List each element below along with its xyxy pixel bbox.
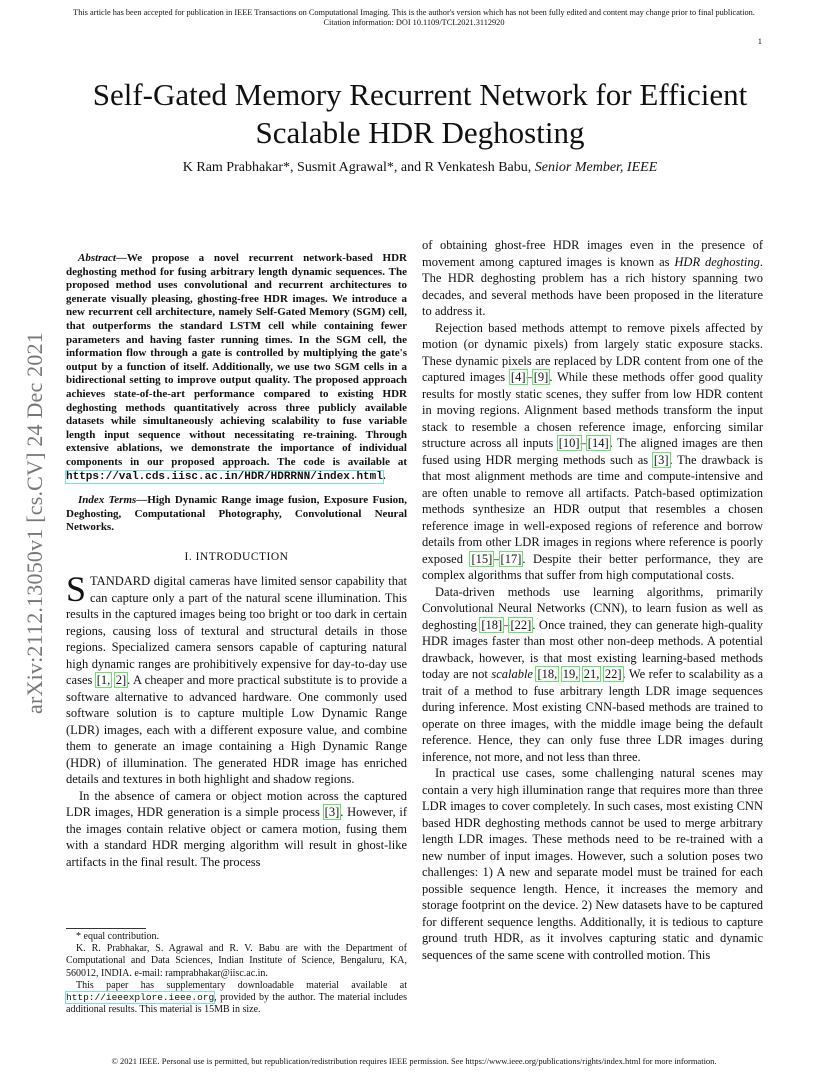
abstract-lead: Abstract bbox=[78, 252, 116, 264]
right-paragraph-4: In practical use cases, some challenging natural scenes may contain a very high illumination range that requires more than three LDR images to cover completely. In such cases, most existing CNN based HDR deghosting methods cannot be used to merge arbitrary length LDR images. These methods need to be re-trained with a new number of input images. However, such a solution poses two challenges: 1) A new and separate model must be trained for each possible sequence length. Hence, it increases the memory and storage footprint on the device. 2) New datasets have to be captured for different sequence lengths. Additionally, it is tedious to capture ground truth HDR, as it involves capturing static and dynamic sequences of the same scene with controlled motion. This bbox=[422, 766, 763, 962]
supplementary-link[interactable]: http://ieeexplore.ieee.org bbox=[66, 992, 215, 1004]
citation-link[interactable]: [17] bbox=[500, 551, 522, 566]
footnote-supp-text-b: , provided by the author. The material includes additional results. This material is 15MB in size. bbox=[66, 992, 407, 1016]
intro-p2-text-b: . However, if the images contain relative object or camera motion, fusing them with a standard HDR merging algorithm will result in ghost-like artifacts in the final result. The process bbox=[66, 805, 407, 869]
drop-cap: S bbox=[66, 569, 87, 610]
right-p2-text-e: . Despite their better performance, they are complex algorithms that suffer from high computational costs. bbox=[422, 551, 763, 582]
paper-title bbox=[40, 76, 800, 152]
section-heading-introduction: I. INTRODUCTION bbox=[184, 550, 289, 563]
citation-range-dash: – bbox=[493, 551, 500, 566]
abstract bbox=[66, 252, 407, 484]
footnotes bbox=[66, 928, 407, 1016]
citation-link[interactable]: [1, bbox=[96, 673, 111, 688]
author-names: K Ram Prabhakar*, Susmit Agrawal*, and R Venkatesh Babu, bbox=[182, 160, 532, 175]
page-number: 1 bbox=[757, 36, 762, 46]
arxiv-stamp-text: arXiv:2112.13050v1 [cs.CV] 24 Dec 2021 bbox=[22, 331, 47, 714]
citation-link[interactable]: 22] bbox=[604, 667, 622, 681]
index-terms bbox=[66, 494, 407, 535]
copyright-footer: © 2021 IEEE. Personal use is permitted, but republication/redistribution requires IEEE permission. See https://www.ieee.org/publications/rights/index.html for more information. bbox=[111, 1056, 717, 1066]
right-p2-text-a: Rejection based methods attempt to remove pixels affected by motion (or dynamic pixels) from largely static exposure stacks. These dynamic pixels are replaced by LDR content from one of the captured images bbox=[422, 320, 763, 384]
left-column bbox=[66, 252, 407, 870]
citation-range-dash: – bbox=[526, 370, 533, 384]
right-paragraph-1 bbox=[422, 237, 763, 320]
citation-range-dash: – bbox=[580, 436, 587, 450]
citation-link[interactable]: [22] bbox=[510, 617, 532, 632]
author-membership: Senior Member, IEEE bbox=[534, 160, 658, 175]
citation-link[interactable]: [3] bbox=[653, 452, 669, 467]
author-list bbox=[40, 159, 800, 177]
right-p3-text-c: . We refer to scalability as a trait of a method to fuse arbitrary length LDR image sequences during inference. Most existing CNN-based methods are trained to operate on three images, with the middle image being the default reference. Hence, they can only fuse three LDR images during inference, not more, and not less than three. bbox=[422, 667, 764, 764]
citation-link[interactable]: [15] bbox=[471, 551, 493, 566]
footnote-equal-contribution: * equal contribution. bbox=[76, 931, 160, 942]
title-line-1: Self-Gated Memory Recurrent Network for Efficient bbox=[92, 77, 748, 112]
citation-link[interactable]: [9] bbox=[533, 370, 549, 384]
intro-p1-text-b: . A cheaper and more practical substitute is to provide a software alternative to advanced hardware. One commonly used software solution is to capture multiple Low Dynamic Range (LDR) images, each with a different exposure value, and combine them to generate an image containing a High Dynamic Range (HDR) of illumination. The generated HDR image has enriched details and textures in both highlight and shadow regions. bbox=[66, 673, 408, 787]
citation-link[interactable]: [18] bbox=[481, 617, 503, 632]
footnote-affiliation: K. R. Prabhakar, S. Agrawal and R. V. Babu are with the Department of Computational and Data Sciences, Indian Institute of Science, Bengaluru, KA, 560012, INDIA. e-mail: ramprabhakar@iisc.ac.in. bbox=[66, 943, 407, 979]
intro-p1-text-a: TANDARD digital cameras have limited sensor capability that can capture only a part of the natural scene illumination. This results in the captured images being too bright or too dark in certain regions, causing loss of textural and structural details in those regions. Specialized camera sensors capable of capturing natural high dynamic ranges are prohibitively expensive for day-to-day use cases bbox=[66, 574, 407, 688]
right-p2-text-b: . While these methods offer good quality results for mostly static scenes, they suffer from low HDR content in moving regions. Alignment based methods transform the input stack to resemble a chosen reference image, enforcing similar structure across all inputs bbox=[422, 370, 764, 450]
right-p2-text-c: . The aligned images are then fused using HDR merging methods such as bbox=[422, 436, 764, 467]
right-p1-emphasis: HDR deghosting bbox=[674, 254, 760, 269]
citation-link[interactable]: [3] bbox=[324, 805, 340, 820]
right-paragraph-3 bbox=[422, 584, 763, 766]
intro-paragraph-1 bbox=[66, 569, 408, 788]
index-terms-text: —High Dynamic Range image fusion, Exposure Fusion, Deghosting, Computational Photography, Convolutional Neural Networks. bbox=[66, 494, 407, 534]
right-p3-text-a: Data-driven methods use learning algorithms, primarily Convolutional Neural Networks (CNN), to learn fusion as well as deghosting bbox=[422, 584, 763, 632]
code-link[interactable]: https://val.cds.iisc.ac.in/HDR/HDRRNN/index.html bbox=[66, 470, 383, 483]
right-p2-text-d: . The drawback is that most alignment methods are time and compute-intensive and are often unable to remove all artifacts. Patch-based optimization methods synthesize an HDR output that resembles a chosen reference image in well-exposed regions of reference and borrow details from other LDR images in regions where reference is poorly exposed bbox=[422, 452, 763, 566]
right-p3-emphasis: scalable bbox=[491, 667, 533, 681]
footnote-supplementary bbox=[66, 980, 407, 1017]
intro-p2-text-a: In the absence of camera or object motion across the captured LDR images, HDR generation is a simple process bbox=[66, 788, 407, 820]
citation-link[interactable]: [14] bbox=[587, 436, 609, 450]
citation-link[interactable]: 19, bbox=[562, 667, 579, 681]
publication-banner bbox=[0, 8, 828, 28]
right-p1-text-a: of obtaining ghost-free HDR images even in the presence of movement among captured images is known as bbox=[422, 238, 763, 269]
right-p3-text-b: . Once trained, they can generate high-quality HDR images faster than most other non-deep methods. A potential drawback, however, is that most existing learning-based methods today are not bbox=[422, 617, 763, 681]
abstract-text: —We propose a novel recurrent network-based HDR deghosting method for fusing arbitrary length dynamic sequences. The proposed method uses convolutional and recurrent architectures to generate visually pleasing, ghosting-free HDR images. We introduce a new recurrent cell architecture, namely Self-Gated Memory (SGM) cell, that outperforms the standard LSTM cell while containing fewer parameters and having faster running times. In the SGM cell, the information flow through a gate is controlled by multiplying the gate's output by a function of itself. Additionally, we use two SGM cells in a bidirectional setting to improve output quality. The proposed approach achieves state-of-the-art performance compared to existing HDR deghosting methods quantitatively across three publicly available datasets while simultaneously achieving scalability to fuse variable length input sequence without necessitating re-training. Through extensive ablations, we demonstrate the importance of individual components in our proposed approach. The code is available at bbox=[66, 252, 407, 468]
banner-line-1: This article has been accepted for publication in IEEE Transactions on Computational Imaging. This is the author's version which has not been fully edited and content may change prior to final publication. bbox=[73, 8, 755, 17]
right-paragraph-2 bbox=[422, 320, 763, 584]
banner-line-2: Citation information: DOI 10.1109/TCI.2021.3112920 bbox=[323, 18, 505, 27]
title-line-2: Scalable HDR Deghosting bbox=[255, 115, 585, 150]
arxiv-stamp bbox=[22, 285, 48, 760]
citation-link[interactable]: 21, bbox=[583, 667, 600, 681]
right-column bbox=[422, 237, 763, 963]
footnote-supp-text-a: This paper has supplementary downloadable material available at bbox=[76, 979, 407, 991]
right-p1-text-b: . The HDR deghosting problem has a rich history spanning two decades, and several methods have been proposed in the literature to address it. bbox=[422, 254, 763, 318]
citation-link[interactable]: [18, bbox=[537, 667, 558, 681]
index-terms-lead: Index Terms bbox=[78, 494, 137, 507]
intro-paragraph-2 bbox=[66, 788, 407, 871]
citation-link[interactable]: 2] bbox=[115, 673, 127, 688]
citation-link[interactable]: [4] bbox=[510, 370, 526, 384]
citation-link[interactable]: [10] bbox=[558, 436, 580, 450]
footnote-rule bbox=[66, 928, 146, 929]
abstract-end: . bbox=[382, 469, 386, 482]
citation-range-dash: – bbox=[503, 617, 510, 632]
